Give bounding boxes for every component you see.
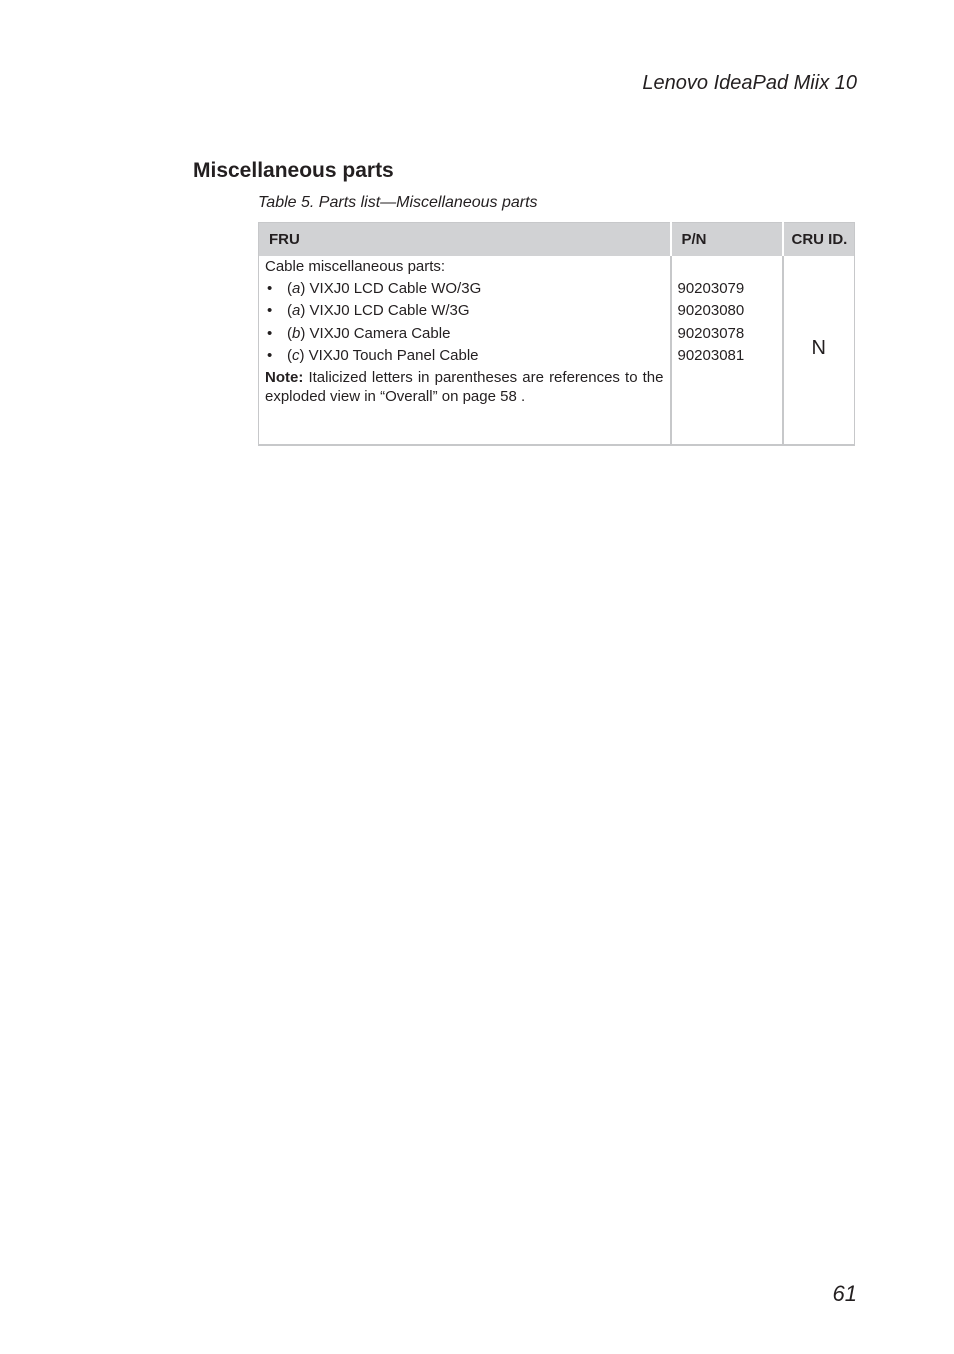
parts-table (258, 222, 855, 446)
list-item: • (c) VIXJ0 Touch Panel Cable (267, 346, 479, 364)
page-number: 61 (832, 1281, 857, 1306)
item-ref: a (292, 280, 301, 297)
part-number: 90203078 (677, 324, 745, 342)
item-ref: a (292, 302, 301, 320)
fru-cell (259, 256, 671, 445)
column-header-fru: FRU (259, 223, 671, 257)
list-item: • (b) VIXJ0 Camera Cable (267, 324, 451, 342)
cru-id-cell: N (783, 256, 855, 445)
item-name: VIXJ0 Camera Cable (309, 324, 451, 342)
note-label: Note: (265, 369, 304, 387)
table-header-row (259, 223, 855, 257)
item-name: VIXJ0 Touch Panel Cable (308, 346, 479, 364)
running-header: Lenovo IdeaPad Miix 10 (642, 72, 857, 94)
note-text: Italicized letters in parentheses are references to the exploded view in “Overall” on page 58 . (265, 369, 664, 406)
column-header-cru-id: CRU ID. (783, 223, 855, 257)
fru-note (265, 368, 664, 406)
part-number: 90203080 (677, 302, 745, 320)
table-caption: Table 5. Parts list—Miscellaneous parts (258, 194, 538, 211)
part-number: 90203079 (677, 280, 745, 297)
item-ref: b (292, 324, 301, 342)
item-name: VIXJ0 LCD Cable WO/3G (309, 280, 482, 297)
section-title: Miscellaneous parts (193, 159, 394, 182)
table-row (259, 256, 855, 445)
list-item: • (a) VIXJ0 LCD Cable W/3G (267, 302, 470, 320)
fru-intro: Cable miscellaneous parts: (265, 258, 446, 275)
fru-list (265, 278, 664, 367)
part-number: 90203081 (677, 346, 745, 364)
pn-cell (671, 256, 783, 445)
list-item: • (a) VIXJ0 LCD Cable WO/3G (267, 280, 482, 297)
column-header-pn: P/N (671, 223, 783, 257)
item-ref: c (292, 346, 300, 364)
item-name: VIXJ0 LCD Cable W/3G (309, 302, 470, 320)
